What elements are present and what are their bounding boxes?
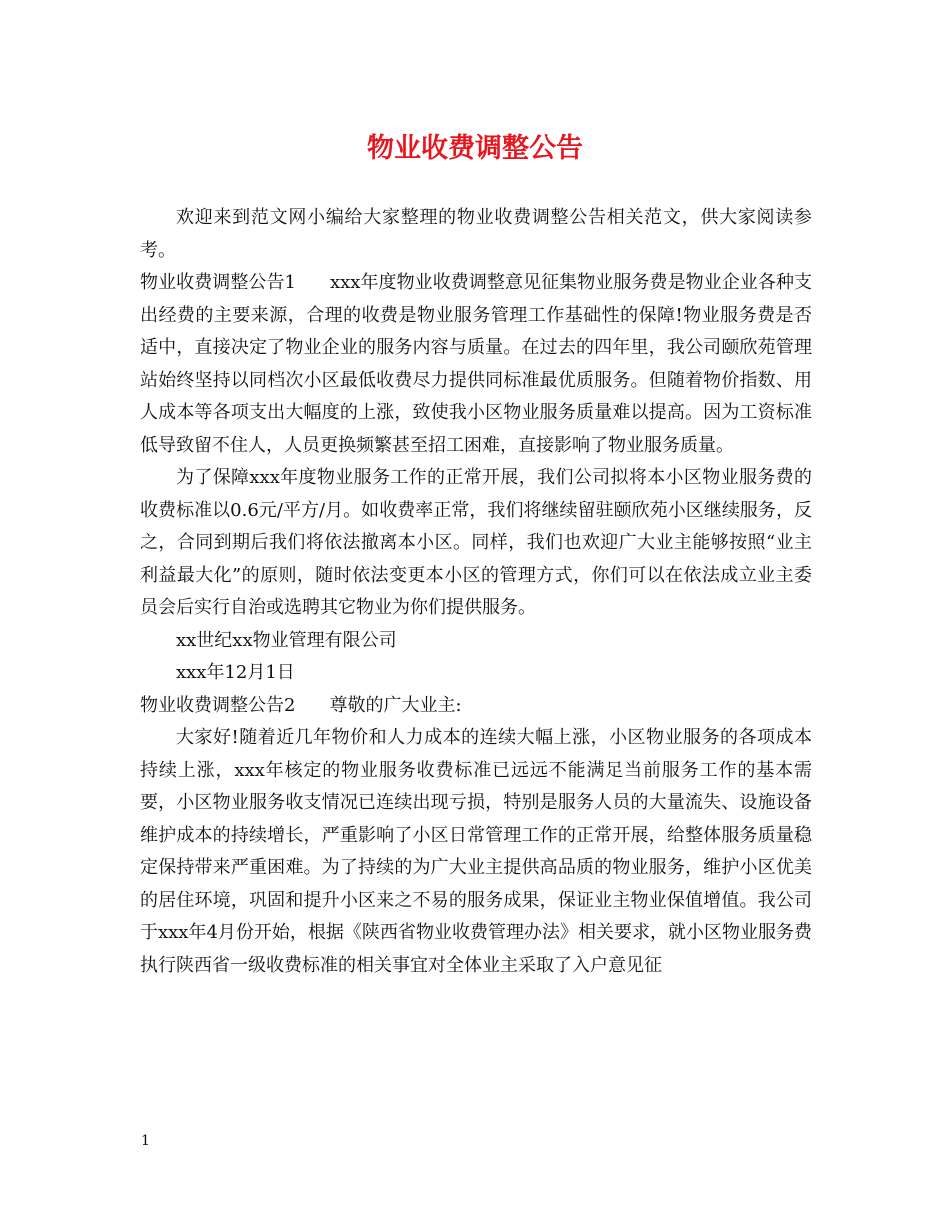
notice2-body-paragraph: 大家好!随着近几年物价和人力成本的连续大幅上涨，小区物业服务的各项成本持续上涨，xxx年核定的物业服务收费标准已远远不能满足当前服务工作的基本需要，小区物业服务收支情况已连续出现亏损，特别是服务人员的大量流失、设施设备维护成本的持续增长，严重影响了小区日常管理工作的正常开展，给整体服务质量稳定保持带来严重困难。为了持续的为广大业主提供高品质的物业服务，维护小区优美的居住环境，巩固和提升小区来之不易的服务成果，保证业主物业保值增值。我公司于xxx年4月份开始，根据《陕西省物业收费管理办法》相关要求，就小区物业服务费执行陕西省一级收费标准的相关事宜对全体业主采取了入户意见征	[140, 727, 812, 976]
notice1-date: xxx年12月1日	[176, 662, 295, 683]
notice1-heading: 物业收费调整公告1	[140, 272, 296, 293]
intro-paragraph: 欢迎来到范文网小编给大家整理的物业收费调整公告相关范文，供大家阅读参考。	[140, 207, 812, 261]
notice1-paragraph	[140, 267, 812, 462]
notice1-signature: xx世纪xx物业管理有限公司	[176, 629, 397, 651]
page-number: 1	[141, 1133, 150, 1149]
notice2-heading: 物业收费调整公告2	[140, 694, 296, 716]
notice2-salutation: 尊敬的广大业主:	[329, 694, 462, 716]
document-body	[140, 202, 812, 982]
notice2-heading-line	[140, 690, 812, 723]
notice1-lead-text: xxx年度物业收费调整意见征集物业服务费是物业企业各种支出经费的主要来源，合理的收费是物业服务管理工作基础性的保障!物业服务费是否适中，直接决定了物业企业的服务内容与质量。在过去的四年里，我公司颐欣苑管理站始终坚持以同档次小区最低收费尽力提供同标准最优质服务。但随着物价指数、用人成本等各项支出大幅度的上涨，致使我小区物业服务质量难以提高。因为工资标准低导致留不住人，人员更换频繁甚至招工困难，直接影响了物业服务质量。	[140, 272, 813, 456]
document-title: 物业收费调整公告	[367, 133, 583, 164]
notice1-body-paragraph: 为了保障xxx年度物业服务工作的正常开展，我们公司拟将本小区物业服务费的收费标准以0.6元/平方/月。如收费率正常，我们将继续留驻颐欣苑小区继续服务，反之，合同到期后我们将依法撤离本小区。同样，我们也欢迎广大业主能够按照“业主利益最大化”的原则，随时依法变更本小区的管理方式，你们可以在依法成立业主委员会后实行自治或选聘其它物业为你们提供服务。	[140, 467, 812, 618]
